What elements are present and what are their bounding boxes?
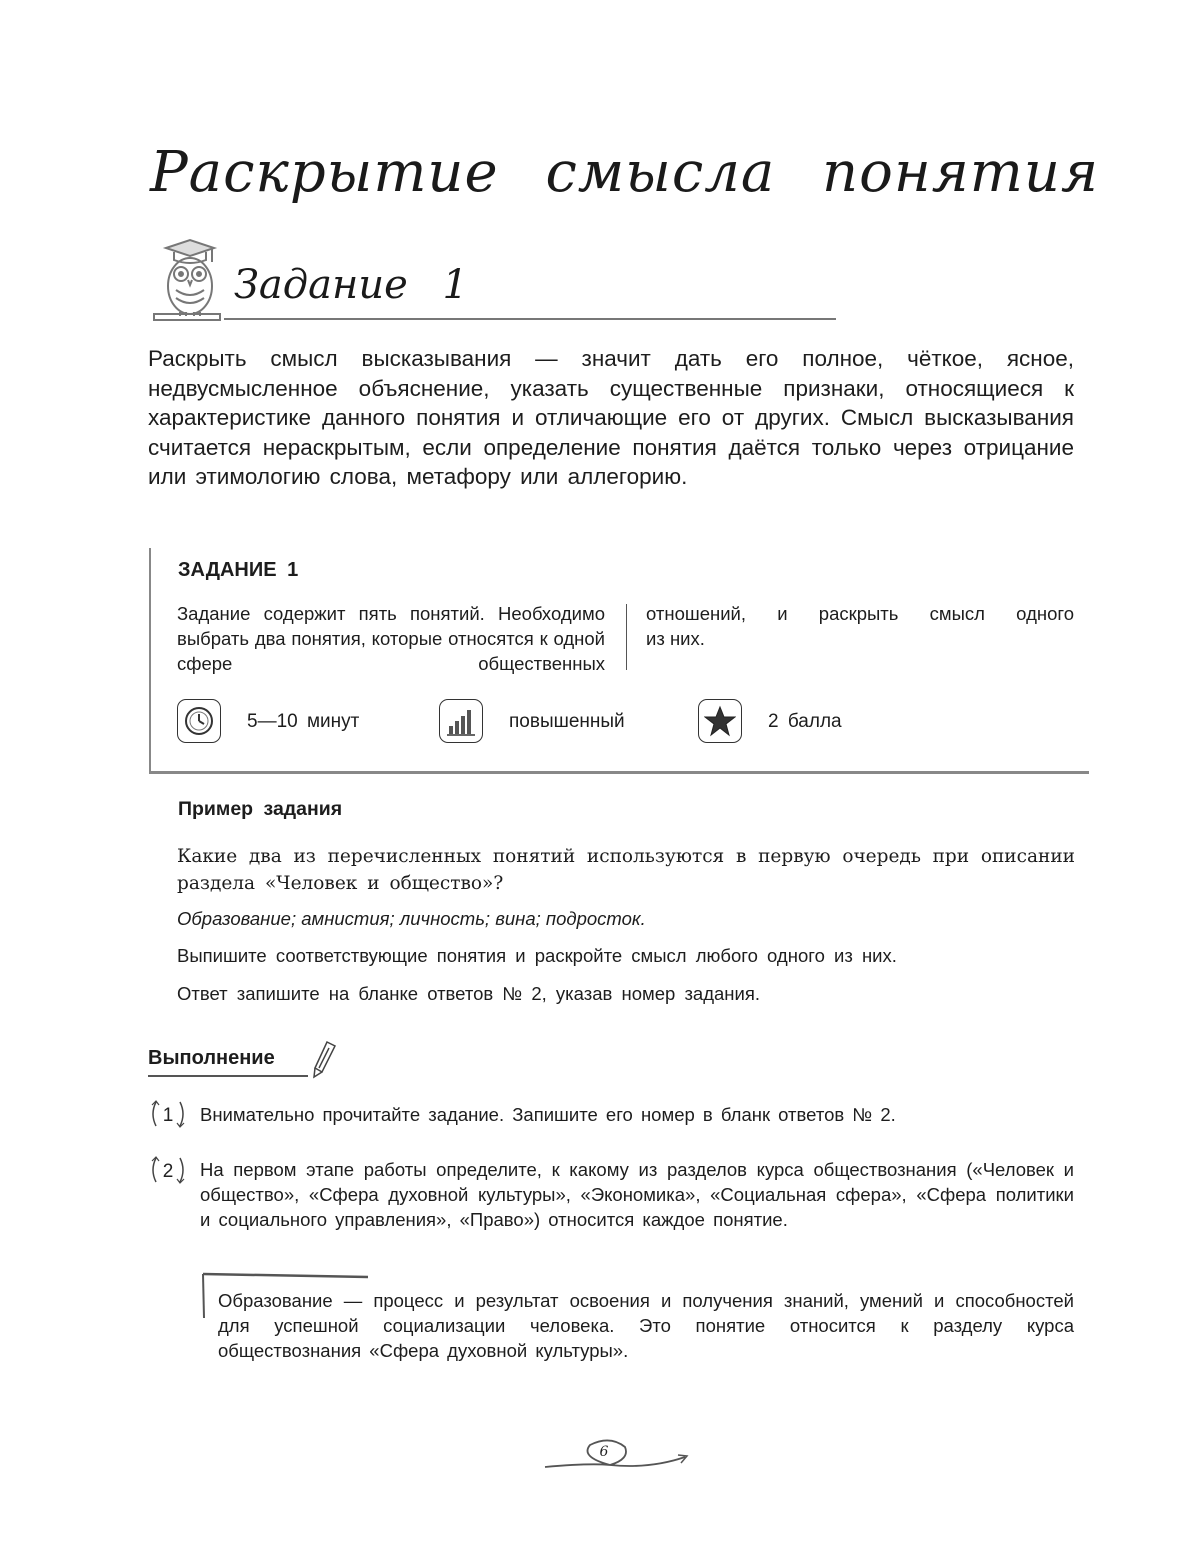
star-icon [698, 699, 742, 743]
task-description-right-line1: отношений, и раскрыть смысл одного [646, 603, 1074, 624]
intro-paragraph: Раскрыть смысл высказывания — значит дать его полное, чёткое, ясное, недвусмысленное объяснение, указать существенные признаки, относящиеся к характеристике данного понятия и отличающие его от других. Смысл высказывания считается нераскрытым, если определение понятия даётся только через отрицание или этимологию слова, метафору или аллегорию. [148, 346, 1074, 489]
step-1-text: Внимательно прочитайте задание. Запишите его номер в бланк ответов № 2. [200, 1104, 896, 1125]
heading-underline [224, 318, 836, 320]
column-divider [626, 604, 627, 670]
task-description-right-line2: из них. [646, 628, 705, 649]
owl-icon [150, 238, 222, 324]
task-heading: Задание 1 [234, 262, 468, 308]
example-heading: Пример задания [178, 798, 343, 820]
step-1-number: 1 [162, 1105, 174, 1126]
clock-icon [177, 699, 221, 743]
definition-text: Образование — процесс и результат освоения и получения знаний, умений и способностей для успешной социализации человека. Это понятие относится к разделу курса обществознания «Сфера духовной культуры». [218, 1290, 1074, 1361]
task-box-left-border [149, 548, 151, 774]
step-2-number: 2 [162, 1161, 174, 1182]
task-description-right [646, 601, 1074, 651]
step-2-text: На первом этапе работы определите, к какому из разделов курса обществознания («Человек и общество», «Сфера духовной культуры», «Экономика», «Социальная сфера», «Сфера политики и социального управления», «Право») относится каждое понятие. [200, 1159, 1074, 1230]
page-number: 6 [599, 1444, 609, 1460]
step-1-number-icon [148, 1096, 188, 1132]
task-box-title: ЗАДАНИЕ 1 [178, 559, 299, 581]
step-2-number-icon [148, 1152, 188, 1188]
bar-chart-icon [439, 699, 483, 743]
solution-heading: Выполнение [148, 1047, 275, 1069]
example-instruction-1: Выпишите соответствующие понятия и раскройте смысл любого одного из них. [177, 945, 897, 966]
level-label: повышенный [509, 711, 625, 732]
page-number-swirl [540, 1435, 695, 1475]
points-label: 2 балла [768, 711, 842, 732]
task-box-bottom-border [149, 771, 1089, 774]
example-question: Какие два из перечисленных понятий используются в первую очередь при описании раздела «Человек и общество»? [177, 846, 1075, 894]
example-concepts: Образование; амнистия; личность; вина; подросток. [177, 908, 646, 929]
time-label: 5—10 минут [247, 711, 360, 732]
solution-underline [148, 1075, 308, 1077]
example-instruction-2: Ответ запишите на бланке ответов № 2, указав номер задания. [177, 983, 761, 1004]
page-title: Раскрытие смысла понятия [150, 140, 1100, 205]
task-description-left: Задание содержит пять понятий. Необходимо выбрать два понятия, которые относятся к одной сфере общественных [177, 603, 605, 674]
pencil-icon [312, 1040, 338, 1080]
